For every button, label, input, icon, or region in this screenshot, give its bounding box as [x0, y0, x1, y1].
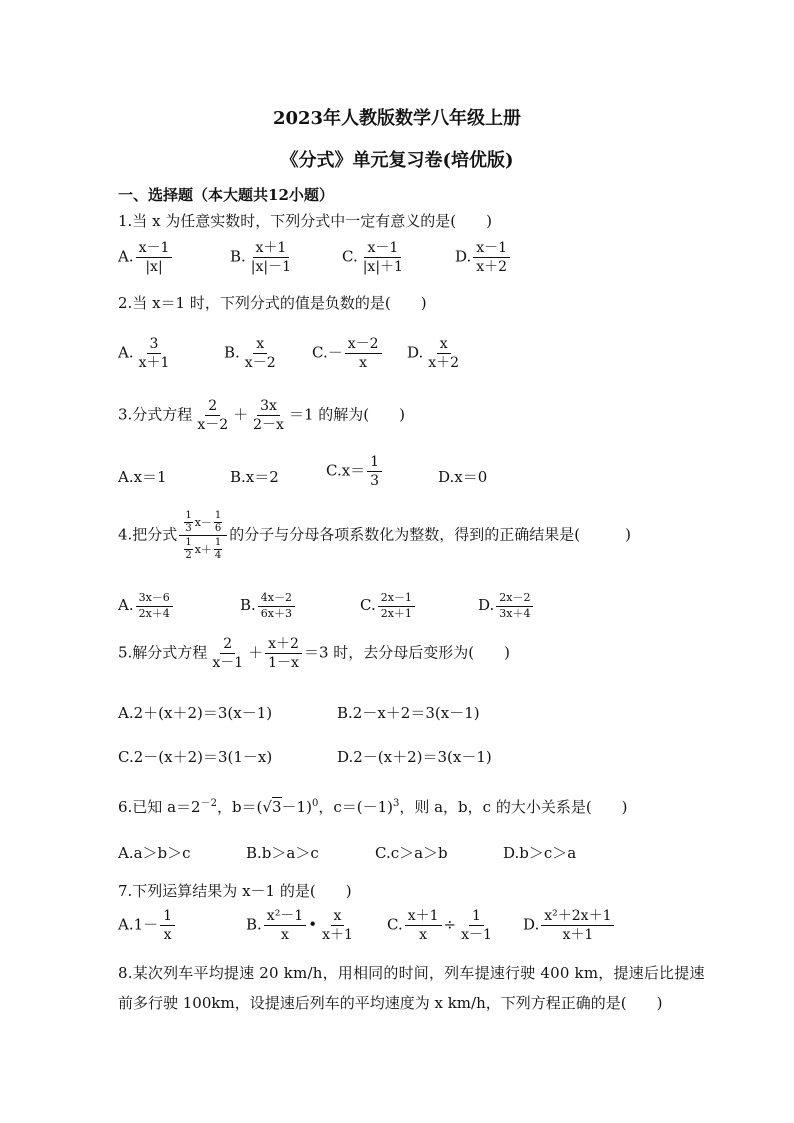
question-4-stem: 4.把分式 $\frac{1}{3}$ x－ $\frac{1}{6}$ $\frac{1}{2}$ x＋ $\frac{1}{4}$ 的分子与分母各项系数化为整数，得到的正确结果是( ) — [118, 510, 631, 561]
question-7-option-a: A.1－ $\frac{1}{x}$ — [118, 908, 177, 943]
question-6-stem: 6.已知 $a=2^{-2}$，$b=(√3-1)^0$，$c=(-1)^3$，则 a，b，c 的大小关系是( ) — [118, 798, 628, 816]
question-1-stem: 1.当 x 为任意实数时，下列分式中一定有意义的是( ) — [118, 212, 493, 230]
doc-subtitle: 《分式》单元复习卷(培优版) — [280, 150, 514, 171]
question-2-option-a: A. $\frac{3}{x+1}$ — [118, 336, 170, 372]
question-6-option-a: A.a＞b＞c — [118, 844, 191, 862]
question-6-option-b: B.b＞a＞c — [246, 844, 319, 862]
question-1-option-a: A. $\frac{x-1}{|x|}$ — [118, 240, 174, 275]
question-3-option-c: C.x＝ $\frac{1}{3}$ — [326, 454, 384, 489]
question-5-option-c: C.2－(x＋2)＝3(1－x) — [118, 748, 273, 766]
question-8-line-2: 前多行驶 100km，设提速后列车的平均速度为 x km/h，下列方程正确的是( ) — [118, 994, 663, 1012]
question-4-option-c: C. $\frac{2x-1}{2x+1}$ — [360, 592, 417, 620]
question-3-option-b: B.x＝2 — [230, 468, 279, 486]
question-4-option-a: A. $\frac{3x-6}{2x+4}$ — [118, 592, 175, 620]
question-5-option-d: D.2－(x＋2)＝3(x－1) — [337, 748, 492, 766]
question-1-option-d: D. $\frac{x-1}{x+2}$ — [455, 240, 512, 275]
question-1-option-b: B. $\frac{x+1}{|x|-1}$ — [230, 240, 292, 276]
question-6-option-d: D.b＞c＞a — [503, 844, 577, 862]
question-5-option-a: A.2＋(x＋2)＝3(x－1) — [118, 704, 273, 722]
question-7-option-d: D. $\frac{\text{x²＋2x＋1}}{x+1}$ — [523, 908, 616, 943]
question-5-stem: 5.解分式方程 $\frac{2}{x-1}$ ＋ $\frac{x+2}{1-x}$ ＝3 时，去分母后变形为( ) — [118, 636, 510, 672]
question-7-option-c: C. $\frac{x+1}{x}$ ÷ $\frac{1}{x-1}$ — [387, 908, 492, 944]
question-6-option-c: C.c＞a＞b — [375, 844, 448, 862]
section-heading: 一、选择题（本大题共12小题） — [118, 186, 334, 204]
question-7-stem: 7.下列运算结果为 x－1 的是( ) — [118, 882, 352, 900]
question-2-stem: 2.当 x＝1 时，下列分式的值是负数的是( ) — [118, 294, 427, 312]
question-5-option-b: B.2－x＋2＝3(x－1) — [337, 704, 480, 722]
question-3-option-d: D.x＝0 — [438, 468, 488, 486]
question-2-option-b: B. $\frac{x}{x-2}$ — [224, 336, 276, 372]
doc-title: 2023年人教版数学八年级上册 — [272, 108, 522, 129]
question-2-option-c: C.－ $\frac{x-2}{x}$ — [312, 336, 384, 371]
question-2-option-d: D. $\frac{x}{x+2}$ — [407, 336, 460, 372]
question-8-line-1: 8.某次列车平均提速 20 km/h，用相同的时间，列车提速行驶 400 km，提速后比提速 — [118, 964, 705, 982]
question-4-option-b: B. $\frac{4x-2}{6x+3}$ — [240, 592, 297, 620]
question-1-option-c: C. $\frac{x-1}{|x|+1}$ — [342, 240, 403, 276]
question-3-stem: 3.分式方程 $\frac{2}{x-2}$ ＋ $\frac{3x}{2-x}$ ＝1 的解为( ) — [118, 398, 405, 434]
question-7-option-b: B. $\frac{\text{x²－1}}{x}$ • $\frac{x}{x+1}$ — [246, 908, 353, 944]
question-3-option-a: A.x＝1 — [118, 468, 167, 486]
question-4-option-d: D. $\frac{2x-2}{3x+4}$ — [478, 592, 535, 620]
